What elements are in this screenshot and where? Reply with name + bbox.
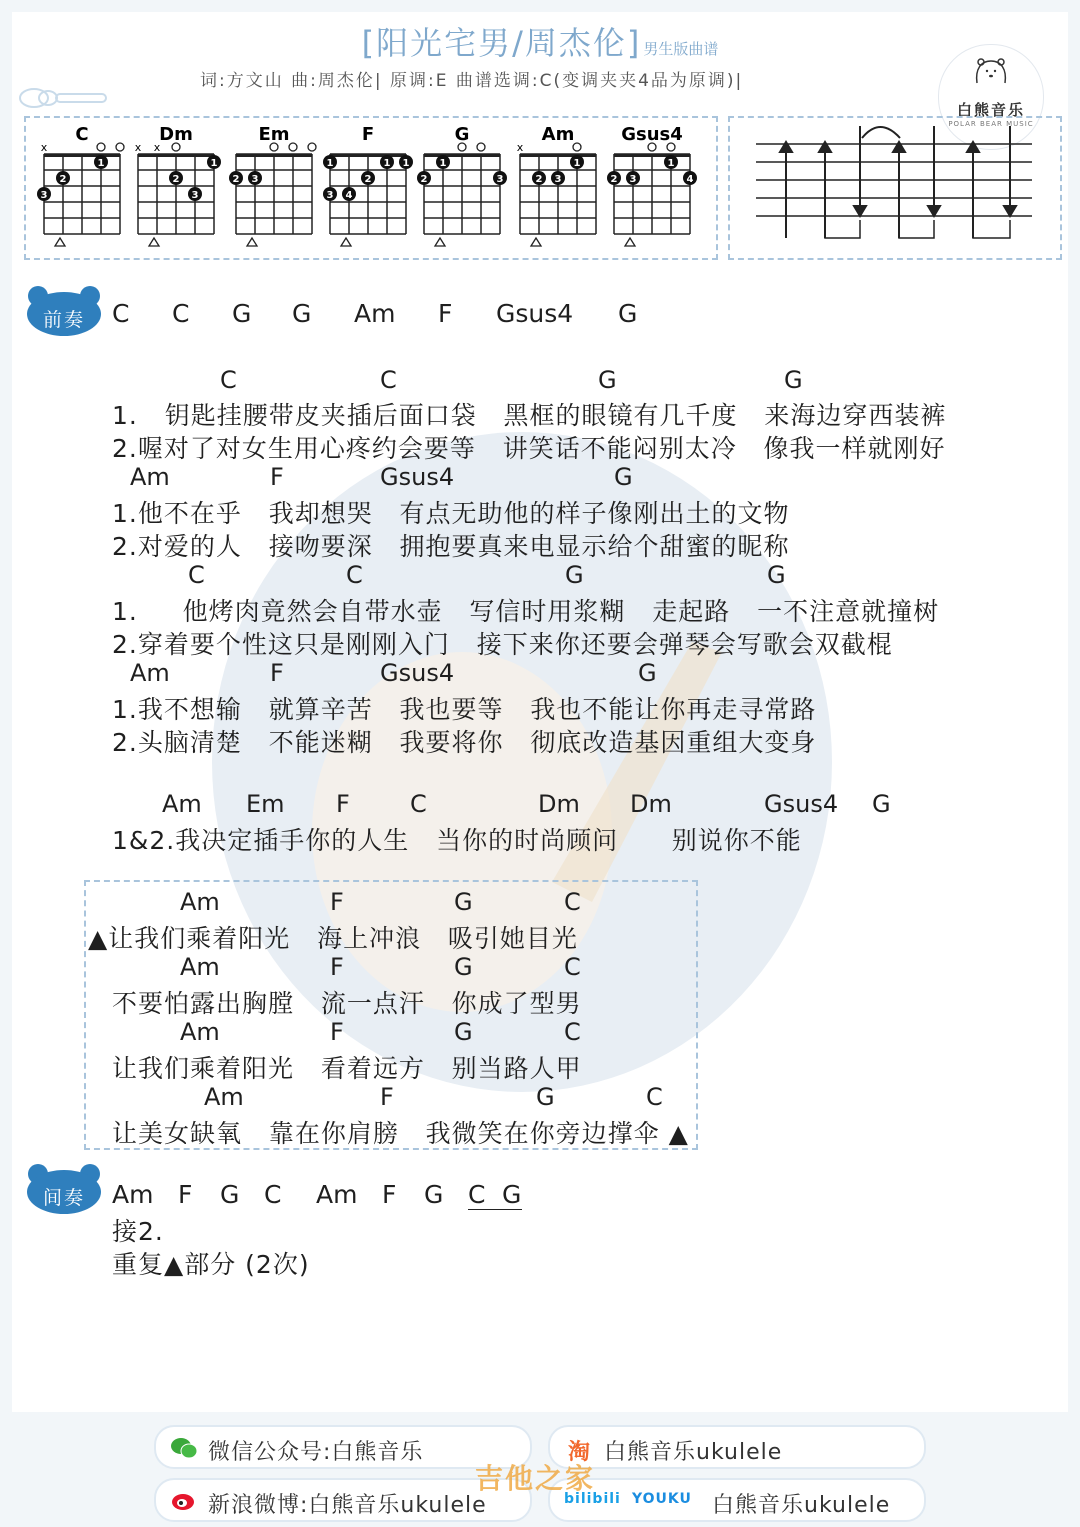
svg-text:3: 3	[629, 174, 637, 185]
bridge-chord-3: C	[410, 790, 427, 818]
svg-text:1: 1	[97, 158, 105, 169]
chorus-chord-0-0: Am	[180, 888, 220, 916]
verse-chord-c-3: G	[767, 561, 786, 589]
chord-diagram-F	[323, 124, 413, 246]
interlude-chord-1: F	[178, 1180, 193, 1209]
polar-bear-icon	[973, 55, 1009, 85]
verse-chord-b-1: F	[270, 463, 284, 491]
svg-text:x: x	[516, 141, 524, 154]
weibo-label: 新浪微博:白熊音乐ukulele	[208, 1493, 487, 1518]
svg-text:3: 3	[251, 174, 259, 185]
svg-text:3: 3	[191, 190, 199, 201]
chorus-chord-0-3: C	[564, 888, 581, 916]
svg-text:4: 4	[686, 174, 694, 185]
title-text: [阳光宅男/周杰伦]	[361, 24, 642, 62]
intro-chord-1: C	[172, 299, 190, 328]
svg-text:3: 3	[40, 190, 48, 201]
verse-chord-c-1: C	[346, 561, 363, 589]
interlude-chord-8: G	[502, 1180, 522, 1209]
bridge-chord-0: Am	[162, 790, 202, 818]
chord-name: Dm	[159, 124, 193, 145]
bridge-lyric: 1&2.我决定插手你的人生 当你的时尚顾问 别说你不能	[112, 826, 802, 855]
verse-lyric-2: 2.喔对了对女生用心疼约会要等 讲笑话不能闷别太冷 像我一样就刚好	[112, 434, 946, 463]
svg-text:2: 2	[232, 174, 240, 185]
chorus-chord-1-2: G	[454, 953, 473, 981]
svg-text:x: x	[153, 141, 161, 154]
song-meta: 词:方文山 曲:周杰伦| 原调:E 曲谱选调:C(变调夹夹4品为原调)|	[200, 71, 744, 91]
bridge-chord-4: Dm	[538, 790, 580, 818]
svg-text:2: 2	[610, 174, 618, 185]
chord-diagram-C	[37, 124, 124, 246]
chorus-chord-0-1: F	[330, 888, 344, 916]
taobao-icon: 淘	[568, 1440, 592, 1465]
song-title	[0, 18, 1080, 64]
interlude-chord-3: C	[264, 1180, 282, 1209]
title-sub: 男生版曲谱	[643, 40, 719, 58]
verse-lyric-7: 1.我不想输 就算辛苦 我也要等 我也不能让你再走寻常路	[112, 695, 817, 724]
chorus-chord-3-2: G	[536, 1083, 555, 1111]
svg-text:2: 2	[364, 174, 372, 185]
weibo-icon	[170, 1488, 198, 1512]
svg-text:1: 1	[210, 158, 218, 169]
chord-diagrams	[24, 116, 718, 260]
verse-chord-a-2: G	[598, 366, 617, 394]
chord-diagram-Am	[517, 124, 596, 246]
verse-chord-a-1: C	[380, 366, 397, 394]
verse-lyric-5: 1. 他烤肉竟然会自带水壶 写信时用浆糊 走起路 一不注意就撞树	[112, 597, 940, 626]
svg-text:3: 3	[326, 190, 334, 201]
chorus-chord-3-0: Am	[204, 1083, 244, 1111]
chord-name: G	[454, 124, 470, 145]
chord-name: C	[75, 124, 89, 145]
interlude-chord-6: G	[424, 1180, 444, 1209]
chorus-chord-2-0: Am	[180, 1018, 220, 1046]
chord-name: Em	[258, 124, 290, 145]
chord-name: Gsus4	[621, 124, 683, 145]
svg-text:1: 1	[573, 158, 581, 169]
chorus-lyric-1: ▲让我们乘着阳光 海上冲浪 吸引她目光	[88, 924, 578, 953]
video-pill[interactable]	[548, 1478, 926, 1522]
verse-chord-b-0: Am	[130, 463, 170, 491]
bridge-chord-2: F	[336, 790, 350, 818]
chord-name: Am	[541, 124, 575, 145]
chorus-chord-2-1: F	[330, 1018, 344, 1046]
verse-chord-a-3: G	[784, 366, 803, 394]
wechat-icon	[170, 1436, 198, 1460]
verse-chord-c-0: C	[188, 561, 205, 589]
svg-text:2: 2	[535, 174, 543, 185]
taobao-label: 白熊音乐ukulele	[604, 1440, 783, 1465]
chorus-chord-0-2: G	[454, 888, 473, 916]
interlude-chord-5: F	[382, 1180, 397, 1209]
youku-icon: YOUKU	[632, 1491, 692, 1507]
wechat-label: 微信公众号:白熊音乐	[208, 1440, 424, 1465]
chord-diagram-Em	[229, 124, 316, 246]
verse-chord-b-3: G	[614, 463, 633, 491]
verse-chord-b-2: Gsus4	[380, 463, 455, 491]
interlude-chord-7: C	[468, 1180, 486, 1209]
bridge-chord-5: Dm	[630, 790, 672, 818]
svg-text:3: 3	[554, 174, 562, 185]
svg-text:2: 2	[59, 174, 67, 185]
chorus-chord-2-2: G	[454, 1018, 473, 1046]
intro-chord-2: G	[232, 299, 252, 328]
svg-text:2: 2	[172, 174, 180, 185]
svg-text:1: 1	[326, 158, 334, 169]
interlude-badge-label: 间奏	[42, 1187, 85, 1209]
intro-chord-5: F	[438, 299, 453, 328]
verse-chord-d-0: Am	[130, 659, 170, 687]
verse-chord-d-2: Gsus4	[380, 659, 455, 687]
site-watermark: 吉他之家	[475, 1462, 596, 1495]
interlude-underline	[468, 1209, 522, 1210]
chord-diagram-Gsus4	[607, 124, 697, 246]
interlude-chord-2: G	[220, 1180, 240, 1209]
video-label: 白熊音乐ukulele	[712, 1493, 891, 1518]
chorus-lyric-2: 不要怕露出胸膛 流一点汗 你成了型男	[112, 989, 582, 1018]
svg-text:1: 1	[402, 158, 410, 169]
verse-chord-d-3: G	[638, 659, 657, 687]
intro-chord-0: C	[112, 299, 130, 328]
bridge-chord-7: G	[872, 790, 891, 818]
verse-lyric-3: 1.他不在乎 我却想哭 有点无助他的样子像刚出土的文物	[112, 499, 790, 528]
svg-text:1: 1	[667, 158, 675, 169]
chorus-chord-1-3: C	[564, 953, 581, 981]
chord-name: F	[361, 124, 375, 145]
bridge-chord-6: Gsus4	[764, 790, 839, 818]
verse-chord-d-1: F	[270, 659, 284, 687]
verse-lyric-6: 2.穿着要个性这只是刚刚入门 接下来你还要会弹琴会写歌会双截棍	[112, 630, 893, 659]
intro-chord-6: Gsus4	[496, 299, 574, 328]
verse-lyric-8: 2.头脑清楚 不能迷糊 我要将你 彻底改造基因重组大变身	[112, 728, 817, 757]
interlude-next: 接2.	[112, 1217, 164, 1246]
verse-chord-a-0: C	[220, 366, 237, 394]
ukulele-icon	[10, 74, 112, 110]
chorus-lyric-3: 让我们乘着阳光 看着远方 别当路人甲	[112, 1054, 582, 1083]
strum-pattern	[728, 116, 1062, 260]
bridge-chord-1: Em	[246, 790, 285, 818]
verse-chord-c-2: G	[565, 561, 584, 589]
chorus-chord-2-3: C	[564, 1018, 581, 1046]
intro-chord-4: Am	[354, 299, 396, 328]
chorus-chord-1-0: Am	[180, 953, 220, 981]
svg-text:1: 1	[383, 158, 391, 169]
chord-diagram-G	[417, 124, 507, 246]
interlude-repeat: 重复▲部分 (2次)	[112, 1250, 310, 1279]
bilibili-icon: bilibili	[564, 1491, 621, 1507]
taobao-pill[interactable]	[548, 1425, 926, 1469]
intro-chord-3: G	[292, 299, 312, 328]
svg-text:x: x	[134, 141, 142, 154]
logo-name-cn: 白熊音乐	[956, 101, 1025, 119]
svg-text:1: 1	[439, 158, 447, 169]
svg-text:2: 2	[420, 174, 428, 185]
svg-text:x: x	[40, 141, 48, 154]
chord-diagram-Dm	[135, 124, 221, 246]
verse-lyric-1: 1. 钥匙挂腰带皮夹插后面口袋 黑框的眼镜有几千度 来海边穿西装裤	[112, 401, 947, 430]
interlude-chord-4: Am	[316, 1180, 358, 1209]
verse-lyric-4: 2.对爱的人 接吻要深 拥抱要真来电显示给个甜蜜的昵称	[112, 532, 790, 561]
intro-badge-label: 前奏	[42, 309, 85, 331]
chorus-chord-3-3: C	[646, 1083, 663, 1111]
svg-text:3: 3	[496, 174, 504, 185]
intro-chord-7: G	[618, 299, 638, 328]
chorus-lyric-4: 让美女缺氧 靠在你肩膀 我微笑在你旁边撑伞 ▲	[112, 1119, 689, 1148]
interlude-chord-0: Am	[112, 1180, 154, 1209]
logo-name-en: POLAR BEAR MUSIC	[948, 120, 1034, 128]
chorus-chord-3-1: F	[380, 1083, 394, 1111]
svg-text:4: 4	[345, 190, 353, 201]
chorus-chord-1-1: F	[330, 953, 344, 981]
